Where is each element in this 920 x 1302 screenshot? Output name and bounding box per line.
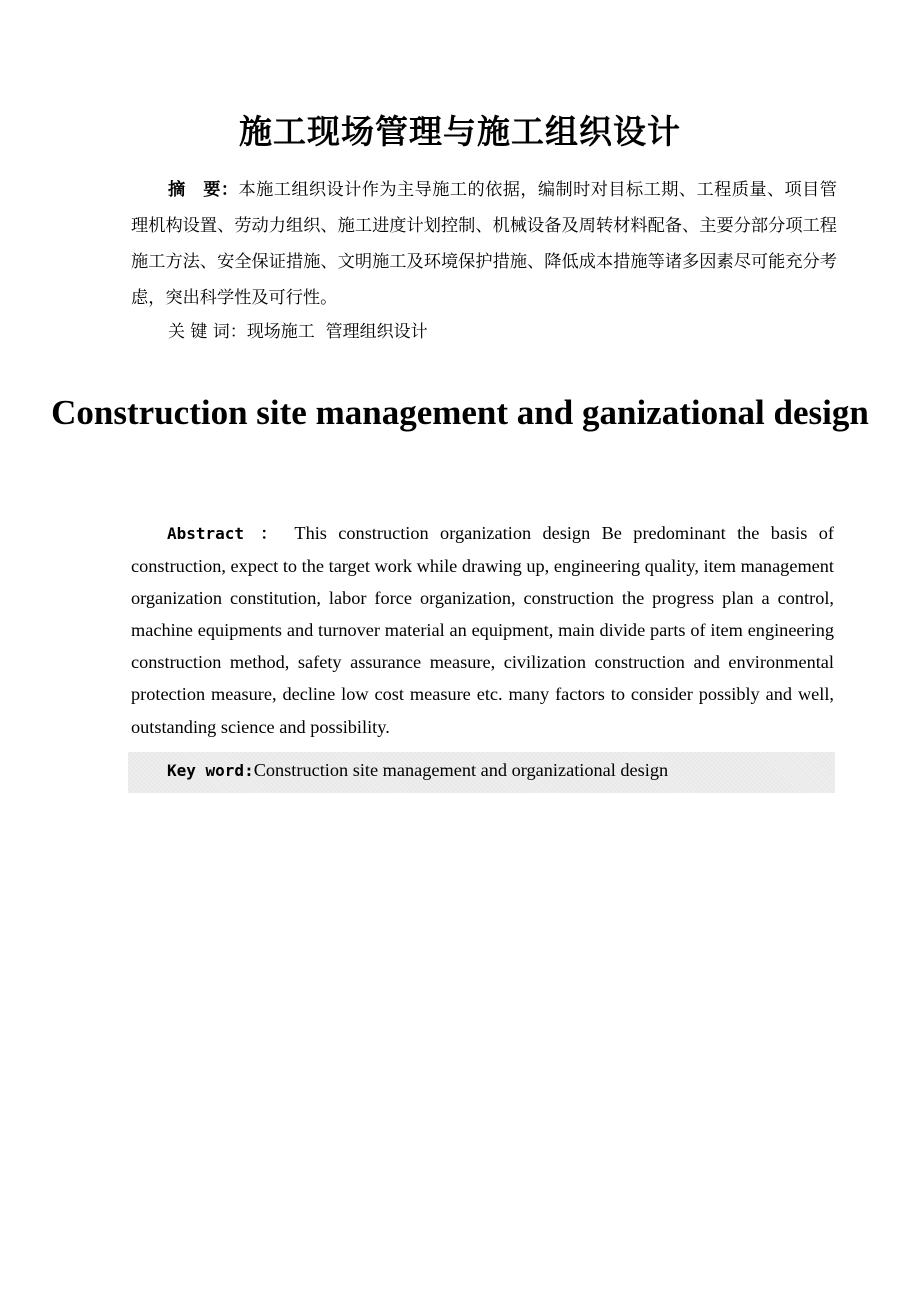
chinese-keywords-label: 关 键 词：: [168, 322, 247, 342]
english-keywords-label: Key word:: [167, 761, 254, 780]
chinese-abstract-label: 摘 要：: [168, 180, 239, 200]
english-keywords: [167, 756, 668, 785]
english-abstract-text: This construction organization design Be predominant the basis of construction, expect to the target work while drawing up, engineering quality, item management organization constitution, labor force organization, construction the progress plan a control, machine equipments and turnover material an equipment, main divide parts of item engineering construction method, safety assurance measure, civilization construction and environmental protection measure, decline low cost measure etc. many factors to consider possibly and well, outstanding science and possibility.: [131, 523, 834, 737]
chinese-abstract: [131, 172, 837, 316]
chinese-keywords: [168, 316, 428, 348]
chinese-title: 施工现场管理与施工组织设计: [239, 112, 681, 151]
english-abstract: [131, 517, 834, 743]
english-abstract-label: Abstract ：: [167, 524, 284, 543]
english-keywords-text: Construction site management and organizational design: [253, 760, 669, 780]
chinese-abstract-text: 本施工组织设计作为主导施工的依据，编制时对目标工期、工程质量、项目管理机构设置、劳动力组织、施工进度计划控制、机械设备及周转材料配备、主要分部分项工程施工方法、安全保证措施、文明施工及环境保护措施、降低成本措施等诸多因素尽可能充分考虑，突出科学性及可行性。: [131, 180, 837, 308]
english-title: Construction site management and ganizational design: [51, 393, 869, 432]
chinese-keywords-text: 现场施工 管理组织设计: [246, 322, 428, 342]
